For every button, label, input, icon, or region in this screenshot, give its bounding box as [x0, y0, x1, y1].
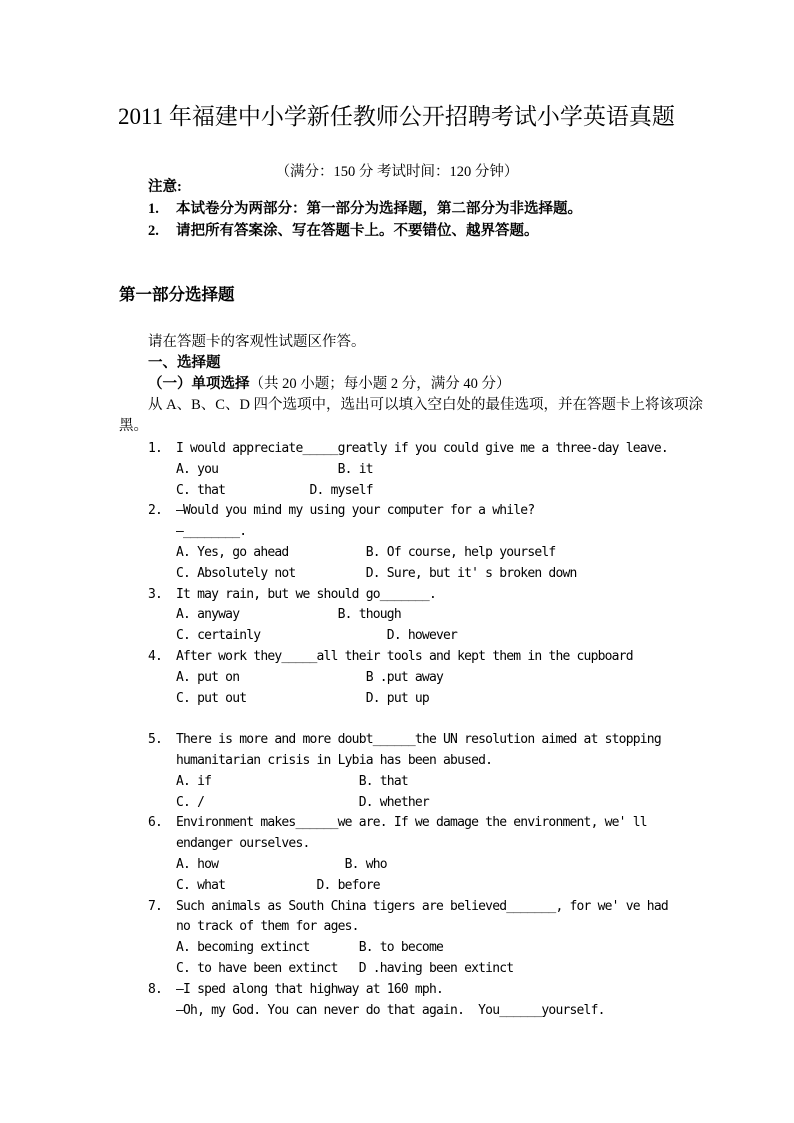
- question-line: [148, 522, 668, 543]
- question-number: 6.: [148, 815, 163, 831]
- question-line: [148, 1001, 668, 1022]
- notice-label: 注意:: [148, 179, 182, 195]
- question-line: [148, 917, 668, 938]
- question-text: It may rain, but we should go_______.: [176, 586, 436, 602]
- question-text: Such animals as South China tigers are believed_______, for we' ve had: [176, 898, 668, 914]
- question-text: C. what D. before: [176, 877, 380, 893]
- answer-area-instruction: 请在答题卡的客观性试题区作答。: [148, 334, 366, 350]
- question-line: [148, 460, 668, 481]
- question-number: 2.: [148, 503, 163, 519]
- question-line: [148, 834, 668, 855]
- part1-heading: 第一部分选择题: [119, 285, 235, 304]
- question-text: C. to have been extinct D .having been extinct: [176, 960, 514, 976]
- subsection-title: [119, 374, 703, 395]
- question-text: A. becoming extinct B. to become: [176, 940, 444, 956]
- notice-block: [148, 177, 582, 243]
- question-line: [148, 855, 668, 876]
- notice-item-text: 请把所有答案涂、写在答题卡上。不要错位、越界答题。: [176, 222, 539, 239]
- question-line: [148, 813, 668, 834]
- question-text: There is more and more doubt______the UN resolution aimed at stopping: [176, 732, 661, 748]
- question-text: Environment makes______we are. If we damage the environment, we' ll: [176, 815, 647, 831]
- question-line: [148, 897, 668, 918]
- question-text: no track of them for ages.: [176, 919, 359, 935]
- subsection-title-bold: （一）单项选择: [148, 375, 250, 392]
- question-number: 1.: [148, 441, 163, 456]
- question-number: 3.: [148, 586, 163, 602]
- question-line: [148, 751, 668, 772]
- notice-item-text: 本试卷分为两部分：第一部分为选择题，第二部分为非选择题。: [176, 200, 582, 217]
- question-text: After work they_____all their tools and kept them in the cupboard: [176, 648, 633, 664]
- subsection-title-rest: （共 20 小题；每小题 2 分，满分 40 分）: [249, 375, 511, 392]
- question-text: —I sped along that highway at 160 mph.: [176, 981, 444, 997]
- question-line: [148, 647, 668, 668]
- questions-list: [148, 439, 668, 1021]
- question-line: [148, 605, 668, 626]
- question-line: [148, 730, 668, 751]
- question-text: A. if B. that: [176, 773, 408, 789]
- question-line: [148, 876, 668, 897]
- question-text: —Would you mind my using your computer for a while?: [176, 503, 535, 519]
- question-text: I would appreciate_____greatly if you could give me a three-day leave.: [176, 441, 668, 456]
- question-text: —________.: [176, 524, 247, 540]
- question-text: A. put on B .put away: [176, 669, 444, 685]
- question-text: C. certainly D. however: [176, 628, 458, 644]
- section-preamble: [119, 332, 703, 437]
- direction-line: 从 A、B、C、D 四个选项中，选出可以填入空白处的最佳选项，并在答题卡上将该项涂: [148, 396, 704, 413]
- page-title: 2011 年福建中小学新任教师公开招聘考试小学英语真题: [118, 104, 675, 129]
- question-text: C. Absolutely not D. Sure, but it' s broken down: [176, 565, 577, 581]
- question-line: [148, 626, 668, 647]
- question-number: 4.: [148, 648, 163, 664]
- question-line: [148, 543, 668, 564]
- question-number: 5.: [148, 732, 163, 748]
- question-number: 8.: [148, 981, 163, 997]
- question-number: 7.: [148, 898, 163, 914]
- question-line: [148, 980, 668, 1001]
- question-line: [148, 668, 668, 689]
- question-line: [148, 793, 668, 814]
- question-line: [148, 501, 668, 522]
- question-line: [148, 564, 668, 585]
- question-text: humanitarian crisis in Lybia has been abused.: [176, 752, 493, 768]
- question-line: [148, 585, 668, 606]
- notice-item-number: 1.: [148, 200, 159, 217]
- section-title: 一、选择题: [148, 354, 221, 371]
- question-text: A. how B. who: [176, 856, 387, 872]
- notice-item: [148, 199, 582, 221]
- notice-item: [148, 221, 582, 243]
- question-text: endanger ourselves.: [176, 836, 310, 852]
- question-line: [148, 772, 668, 793]
- question-text: C. that D. myself: [176, 482, 373, 498]
- question-line: [148, 689, 668, 710]
- exam-score-time-line: （满分：150 分 考试时间：120 分钟）: [275, 164, 519, 180]
- question-text: C. / D. whether: [176, 794, 429, 810]
- direction-line: 黑。: [119, 417, 148, 434]
- question-text: C. put out D. put up: [176, 690, 429, 706]
- question-line: [148, 439, 668, 460]
- question-line: [148, 709, 668, 730]
- question-line: [148, 481, 668, 502]
- question-text: A. Yes, go ahead B. Of course, help yourself: [176, 544, 556, 560]
- question-line: [148, 959, 668, 980]
- question-text: A. anyway B. though: [176, 607, 401, 623]
- question-text: A. you B. it: [176, 461, 373, 477]
- question-line: [148, 938, 668, 959]
- question-text: —Oh, my God. You can never do that again. You______yourself.: [176, 1002, 605, 1018]
- notice-item-number: 2.: [148, 222, 159, 239]
